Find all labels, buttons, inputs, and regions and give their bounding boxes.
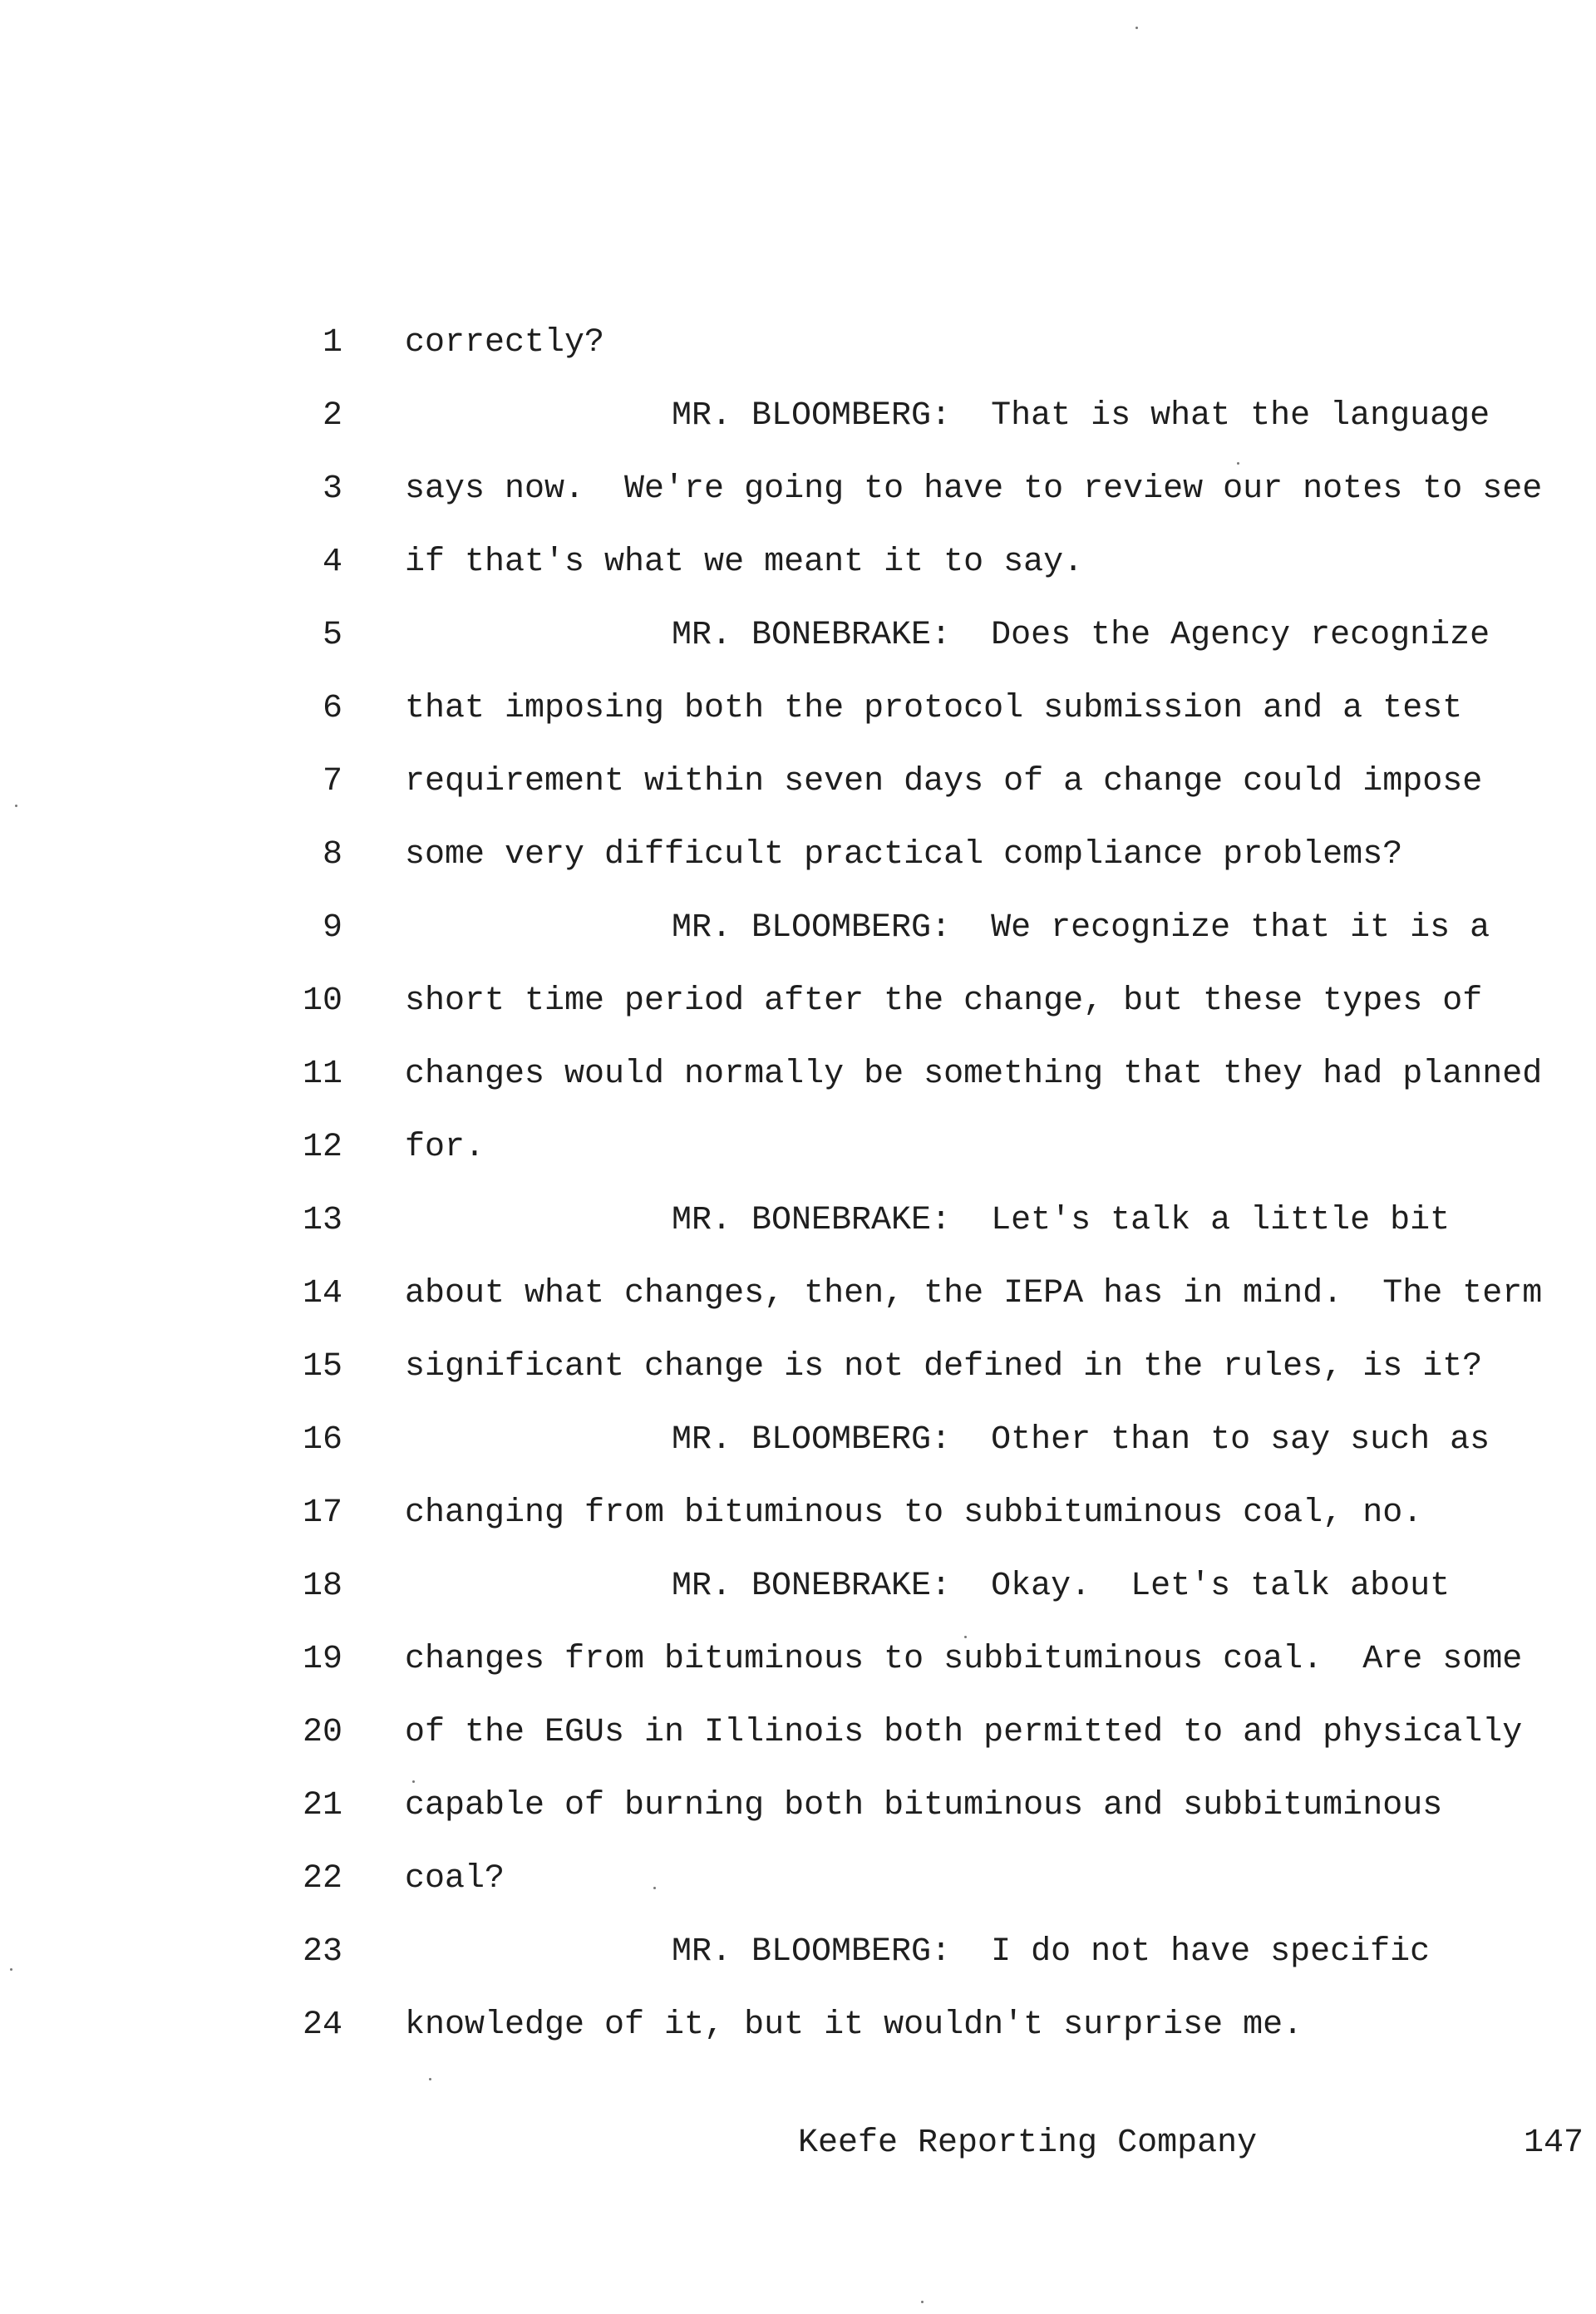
line-text: some very difficult practical compliance problems? [405,836,1403,874]
line-text: coal? [405,1860,505,1898]
line-text: MR. BONEBRAKE: Does the Agency recognize [672,617,1490,654]
line-text: says now. We're going to have to review our notes to see [405,470,1543,508]
line-text: MR. BLOOMBERG: Other than to say such as [672,1421,1490,1459]
page-footer [0,2123,1596,2164]
line-text: MR. BLOOMBERG: That is what the language [672,397,1490,435]
scan-speck [653,1887,656,1889]
line-number: 1 [322,324,342,362]
line-number: 20 [302,1714,342,1751]
line-number: 7 [322,763,342,800]
scan-speck [429,2078,431,2080]
transcript-line [0,542,1596,615]
footer-company-name: Keefe Reporting Company [798,2124,1258,2162]
transcript-line [0,1639,1596,1712]
line-number: 15 [302,1348,342,1386]
transcript-line [0,1273,1596,1347]
transcript-line [0,1200,1596,1273]
line-number: 4 [322,544,342,581]
line-text: knowledge of it, but it wouldn't surprise me. [405,2006,1303,2044]
line-number: 12 [302,1129,342,1166]
transcript-line [0,761,1596,835]
transcript-body [0,322,1596,2078]
transcript-line [0,908,1596,981]
scan-speck [921,2301,924,2303]
line-number: 6 [322,690,342,727]
line-text: changes would normally be something that they had planned [405,1056,1543,1093]
transcript-line [0,1127,1596,1200]
transcript-line [0,1054,1596,1127]
scan-speck [412,1780,415,1783]
transcript-line [0,1859,1596,1932]
transcript-line [0,981,1596,1054]
line-text: significant change is not defined in the rules, is it? [405,1348,1483,1386]
scan-speck [1237,462,1239,465]
transcript-line [0,1493,1596,1566]
line-number: 10 [302,982,342,1020]
transcript-line [0,2005,1596,2078]
line-text: requirement within seven days of a change could impose [405,763,1483,800]
transcript-line [0,322,1596,396]
line-number: 24 [302,2006,342,2044]
line-text: changes from bituminous to subbituminous coal. Are some [405,1641,1523,1678]
line-number: 9 [322,909,342,947]
footer-page-number: 147 [1524,2124,1584,2162]
transcript-line [0,1420,1596,1493]
line-text: correctly? [405,324,605,362]
scan-speck [15,805,17,807]
scan-speck [10,1968,12,1971]
line-number: 2 [322,397,342,435]
transcript-line [0,688,1596,761]
line-number: 17 [302,1494,342,1532]
transcript-line [0,835,1596,908]
transcript-line [0,1566,1596,1639]
line-number: 16 [302,1421,342,1459]
transcript-line [0,396,1596,469]
transcript-line [0,1712,1596,1785]
line-number: 19 [302,1641,342,1678]
line-text: about what changes, then, the IEPA has in mind. The term [405,1275,1543,1312]
line-text: changing from bituminous to subbituminous coal, no. [405,1494,1423,1532]
line-text: short time period after the change, but these types of [405,982,1483,1020]
line-number: 13 [302,1202,342,1239]
line-text: that imposing both the protocol submission and a test [405,690,1463,727]
line-number: 18 [302,1568,342,1605]
line-text: of the EGUs in Illinois both permitted to and physically [405,1714,1523,1751]
line-number: 21 [302,1787,342,1824]
line-number: 23 [302,1933,342,1971]
scan-speck [1135,27,1138,29]
line-text: MR. BONEBRAKE: Okay. Let's talk about [672,1568,1451,1605]
transcript-line [0,469,1596,542]
line-text: MR. BLOOMBERG: I do not have specific [672,1933,1431,1971]
transcript-line [0,1932,1596,2005]
line-number: 5 [322,617,342,654]
line-number: 3 [322,470,342,508]
transcript-line [0,615,1596,688]
line-number: 8 [322,836,342,874]
line-number: 22 [302,1860,342,1898]
line-number: 11 [302,1056,342,1093]
transcript-line [0,1785,1596,1859]
scan-speck [964,1636,967,1638]
line-text: if that's what we meant it to say. [405,544,1084,581]
line-text: MR. BLOOMBERG: We recognize that it is a [672,909,1490,947]
line-text: MR. BONEBRAKE: Let's talk a little bit [672,1202,1451,1239]
transcript-line [0,1347,1596,1420]
line-number: 14 [302,1275,342,1312]
line-text: for. [405,1129,485,1166]
line-text: capable of burning both bituminous and subbituminous [405,1787,1443,1824]
